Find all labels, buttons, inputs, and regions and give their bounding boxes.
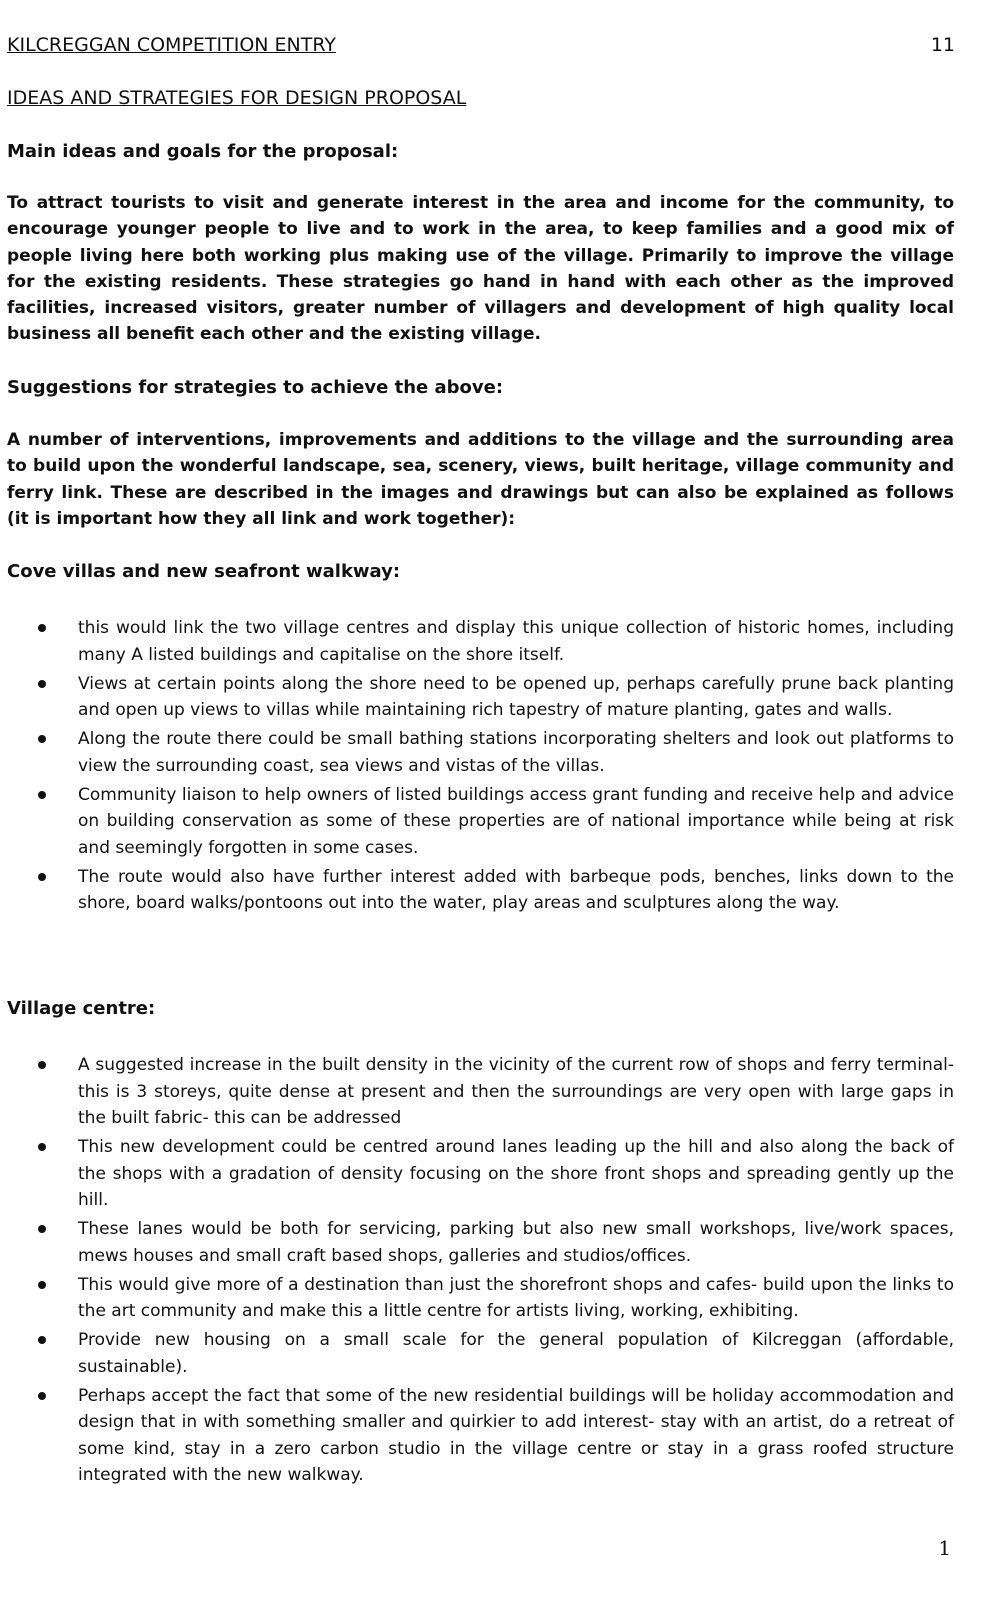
list-item: Community liaison to help owners of listed buildings access grant funding and receive help and advice on building conservation as some of these properties are of national importance while being at risk and seemingly forgotten in some cases. <box>36 782 954 862</box>
footer-page-number: 1 <box>938 1536 951 1560</box>
goals-paragraph: To attract tourists to visit and generate interest in the area and income for the community, to encourage younger people to live and to work in the area, to keep families and a good mix of people living here both working plus making use of the village. Primarily to improve the village for the existing residents. These strategies go hand in hand with each other as the improved facilities, increased visitors, greater number of villagers and development of high quality local business all benefit each other and the existing village. <box>7 193 954 345</box>
village-centre-list <box>36 1052 954 1491</box>
strategies-heading: Suggestions for strategies to achieve the above: <box>7 377 504 398</box>
list-item: This new development could be centred around lanes leading up the hill and also along the back of the shops with a gradation of density focusing on the shore front shops and spreading gently up the hill. <box>36 1134 954 1214</box>
bullet-icon <box>38 735 46 743</box>
strategies-paragraph-block <box>7 427 954 532</box>
list-item: this would link the two village centres and display this unique collection of historic homes, including many A listed buildings and capitalise on the shore itself. <box>36 615 954 668</box>
goals-heading: Main ideas and goals for the proposal: <box>7 141 399 162</box>
bullet-icon <box>38 624 46 632</box>
page-header <box>7 33 955 57</box>
bullet-icon <box>38 1392 46 1400</box>
bullet-icon <box>38 791 46 799</box>
list-item: The route would also have further interest added with barbeque pods, benches, links down to the shore, board walks/pontoons out into the water, play areas and sculptures along the way. <box>36 864 954 917</box>
cove-villas-list <box>36 615 954 919</box>
cove-villas-heading: Cove villas and new seafront walkway: <box>7 561 401 582</box>
village-centre-heading: Village centre: <box>7 998 156 1019</box>
list-item: Perhaps accept the fact that some of the new residential buildings will be holiday accommodation and design that in with something smaller and quirkier to add interest- stay with an artist, do a retreat of some kind, stay in a zero carbon studio in the village centre or stay in a grass roofed structure integrated with the new walkway. <box>36 1383 954 1489</box>
bullet-icon <box>38 1281 46 1289</box>
document-title: KILCREGGAN COMPETITION ENTRY <box>7 34 336 56</box>
goals-paragraph-block <box>7 190 954 348</box>
bullet-icon <box>38 873 46 881</box>
list-item: Along the route there could be small bathing stations incorporating shelters and look out platforms to view the surrounding coast, sea views and vistas of the villas. <box>36 726 954 779</box>
list-item: Provide new housing on a small scale for the general population of Kilcreggan (affordable, sustainable). <box>36 1327 954 1380</box>
list-item: This would give more of a destination than just the shorefront shops and cafes- build upon the links to the art community and make this a little centre for artists living, working, exhibiting. <box>36 1272 954 1325</box>
goals-section <box>7 139 954 165</box>
bullet-icon <box>38 1336 46 1344</box>
bullet-icon <box>38 1061 46 1069</box>
strategies-section <box>7 375 954 401</box>
strategies-paragraph: A number of interventions, improvements and additions to the village and the surrounding area to build upon the wonderful landscape, sea, scenery, views, built heritage, village community and ferry link. These are described in the images and drawings but can also be explained as follows (it is important how they all link and work together): <box>7 430 954 529</box>
bullet-icon <box>38 1225 46 1233</box>
cove-villas-section <box>7 559 954 585</box>
village-centre-section <box>7 996 954 1022</box>
list-item: These lanes would be both for servicing, parking but also new small workshops, live/work spaces, mews houses and small craft based shops, galleries and studios/offices. <box>36 1216 954 1269</box>
section-title: IDEAS AND STRATEGIES FOR DESIGN PROPOSAL <box>7 87 467 109</box>
bullet-icon <box>38 680 46 688</box>
list-item: Views at certain points along the shore need to be opened up, perhaps carefully prune back planting and open up views to villas while maintaining rich tapestry of mature planting, gates and walls. <box>36 671 954 724</box>
list-item: A suggested increase in the built density in the vicinity of the current row of shops and ferry terminal- this is 3 storeys, quite dense at present and then the surroundings are very open with large gaps in the built fabric- this can be addressed <box>36 1052 954 1132</box>
header-page-number: 11 <box>930 34 955 56</box>
bullet-icon <box>38 1143 46 1151</box>
